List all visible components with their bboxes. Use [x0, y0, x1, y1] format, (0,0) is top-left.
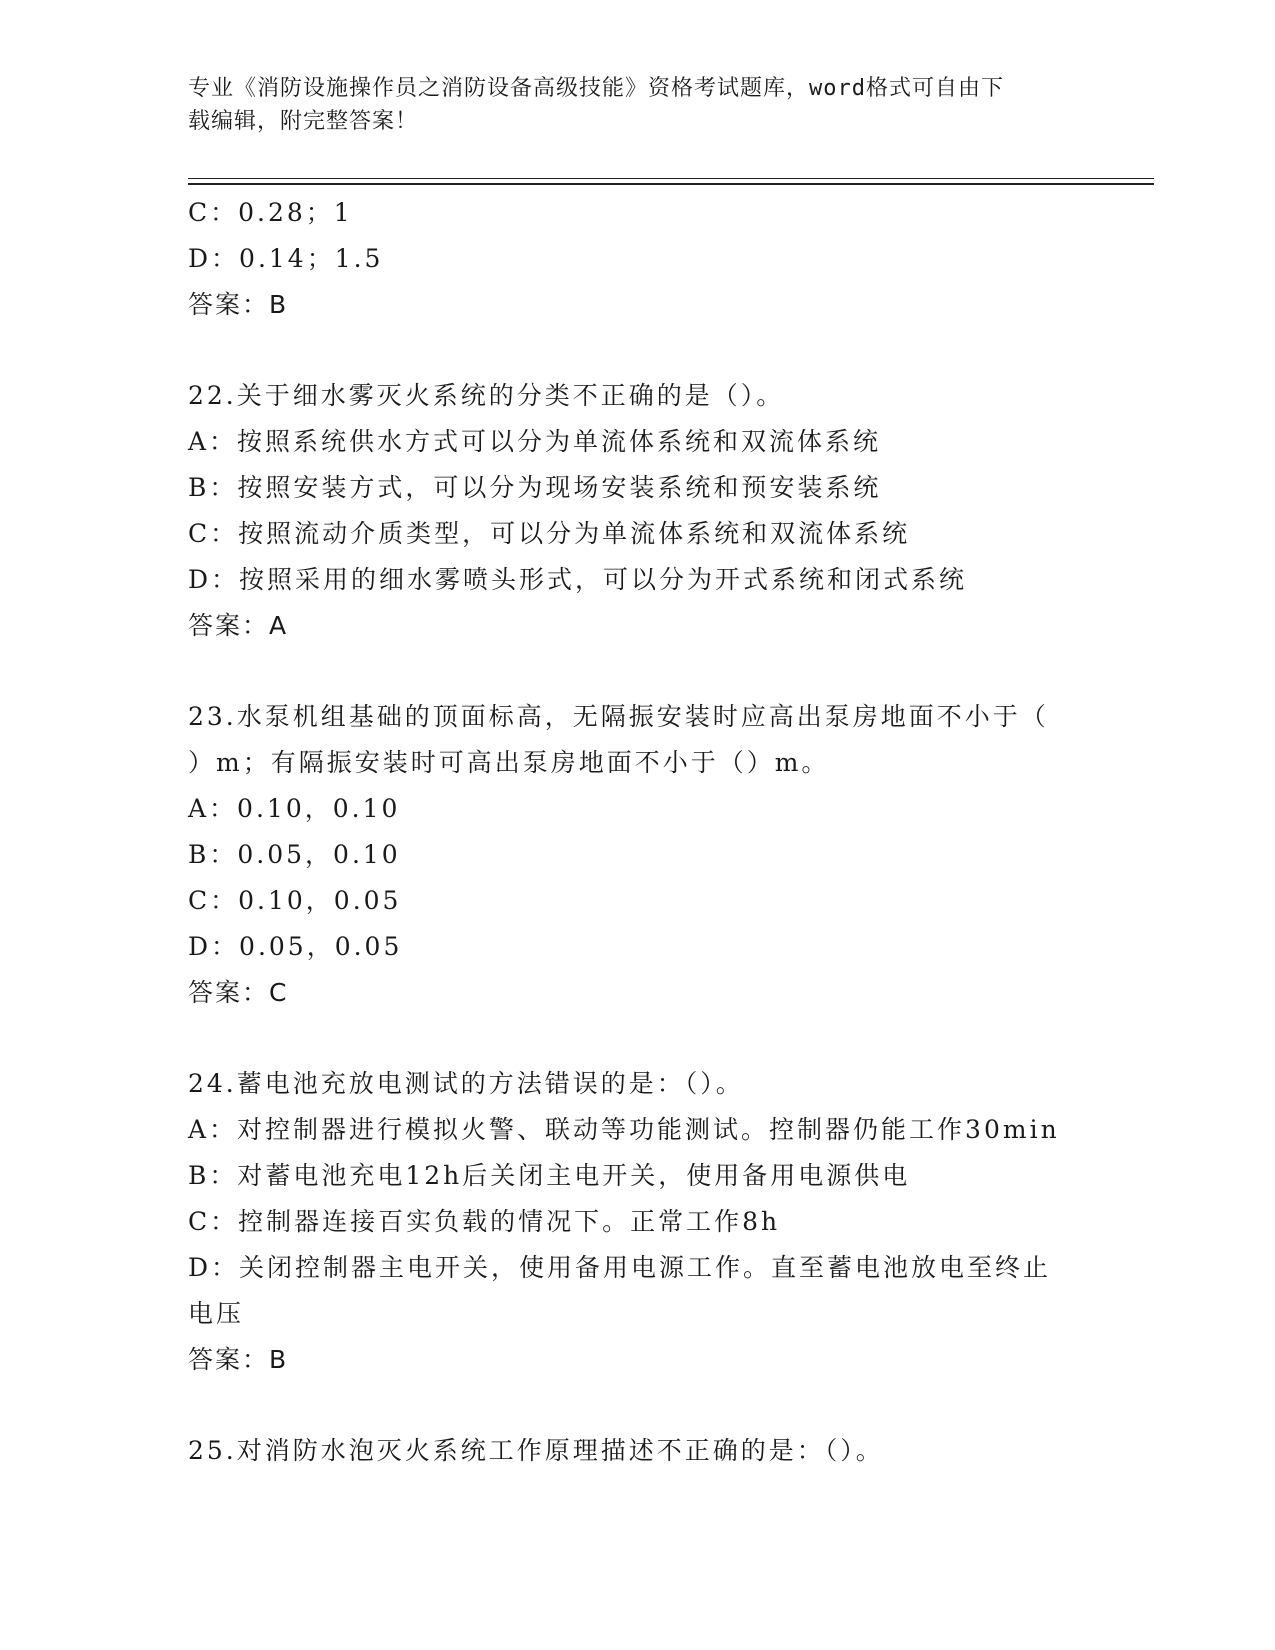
spacer [188, 328, 1088, 373]
option-line: D：关闭控制器主电开关，使用备用电源工作。直至蓄电池放电至终止 [188, 1253, 1052, 1282]
question-stem: 24.蓄电池充放电测试的方法错误的是：（）。 [188, 1069, 744, 1098]
option-line: C：0.28；1 [188, 198, 353, 227]
option-line: B：按照安装方式，可以分为现场安装系统和预安装系统 [188, 473, 882, 502]
question-block-24 [188, 1061, 1088, 1383]
question-content [188, 190, 1088, 1474]
spacer [188, 649, 1088, 694]
document-header [188, 72, 1088, 138]
option-line: C：按照流动介质类型，可以分为单流体系统和双流体系统 [188, 519, 911, 548]
spacer [188, 1016, 1088, 1061]
header-line-1: 专业《消防设施操作员之消防设备高级技能》资格考试题库，word格式可自由下 [188, 76, 1004, 101]
option-line: B：0.05，0.10 [188, 840, 401, 869]
question-block-23 [188, 694, 1088, 1016]
option-line: A：0.10，0.10 [188, 794, 401, 823]
header-line-2: 载编辑，附完整答案！ [188, 109, 419, 134]
header-divider-thin [188, 178, 1154, 179]
question-block-21-tail [188, 190, 1088, 328]
option-line: A：对控制器进行模拟火警、联动等功能测试。控制器仍能工作30min [188, 1115, 1060, 1144]
option-line: A：按照系统供水方式可以分为单流体系统和双流体系统 [188, 427, 882, 456]
answer-line: 答案：A [188, 611, 289, 640]
question-stem: 25.对消防水泡灭火系统工作原理描述不正确的是：（）。 [188, 1436, 884, 1465]
header-divider-thick [188, 183, 1154, 185]
option-line: B：对蓄电池充电12h后关闭主电开关，使用备用电源供电 [188, 1161, 911, 1190]
answer-line: 答案：B [188, 290, 289, 319]
question-stem-continued: ）m；有隔振安装时可高出泵房地面不小于（）m。 [188, 748, 830, 777]
question-stem: 22.关于细水雾灭火系统的分类不正确的是（）。 [188, 381, 785, 410]
question-block-25 [188, 1428, 1088, 1474]
option-line: D：0.05，0.05 [188, 932, 403, 961]
option-line: D：0.14；1.5 [188, 244, 384, 273]
question-block-22 [188, 373, 1088, 649]
spacer [188, 1383, 1088, 1428]
option-line-continued: 电压 [188, 1299, 245, 1328]
option-line: D：按照采用的细水雾喷头形式，可以分为开式系统和闭式系统 [188, 565, 968, 594]
answer-line: 答案：C [188, 978, 289, 1007]
option-line: C：控制器连接百实负载的情况下。正常工作8h [188, 1207, 781, 1236]
answer-line: 答案：B [188, 1345, 289, 1374]
question-stem: 23.水泵机组基础的顶面标高，无隔振安装时应高出泵房地面不小于（ [188, 702, 1049, 731]
option-line: C：0.10，0.05 [188, 886, 402, 915]
